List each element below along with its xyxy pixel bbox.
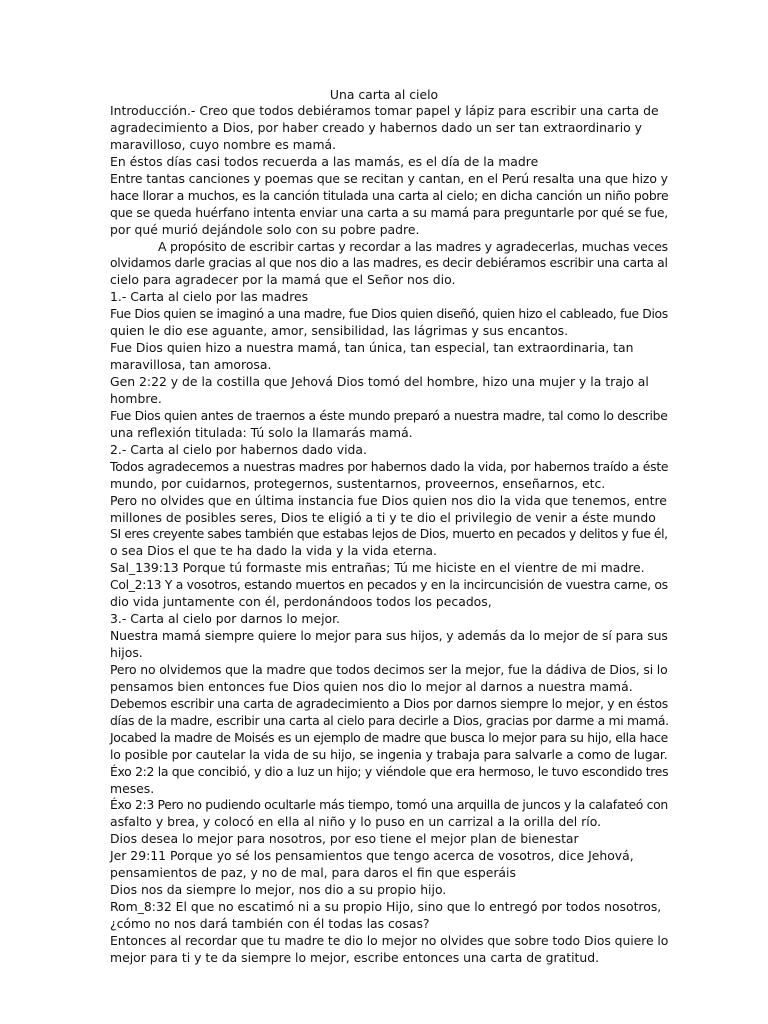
text-line: Dios desea lo mejor para nosotros, por eso tiene el mejor plan de bienestar — [110, 831, 579, 847]
text-line: hace llorar a muchos, es la canción titulada una carta al cielo; en dicha canción un niño pobre — [110, 187, 669, 203]
text-line: 2.- Carta al cielo por habernos dado vida. — [110, 441, 367, 457]
text-line: o sea Dios el que te ha dado la vida y la vida eterna. — [110, 543, 437, 559]
text-line: que se queda huérfano intenta enviar una carta a su mamá para preguntarle por qué se fue, — [110, 204, 668, 220]
text-line: Entre tantas canciones y poemas que se recitan y cantan, en el Perú resalta una que hizo y — [110, 170, 668, 186]
text-line: Fue Dios quien hizo a nuestra mamá, tan única, tan especial, tan extraordinaria, tan — [110, 340, 634, 356]
text-line: Pero no olvidemos que la madre que todos decimos ser la mejor, fue la dádiva de Dios, si lo — [110, 661, 668, 677]
text-line: A propósito de escribir cartas y recordar a las madres y agradecerlas, muchas veces — [158, 238, 668, 254]
text-line: pensamientos de paz, y no de mal, para daros el fin que esperáis — [110, 865, 516, 881]
text-line: Pero no olvides que en última instancia fue Dios quien nos dio la vida que tenemos, entre — [110, 492, 667, 508]
text-line: Entonces al recordar que tu madre te dio lo mejor no olvides que sobre todo Dios quiere lo — [110, 932, 669, 948]
text-line: maravillosa, tan amorosa. — [110, 357, 272, 373]
text-line: Dios nos da siempre lo mejor, nos dio a su propio hijo. — [110, 882, 447, 898]
text-line: por qué murió dejándole solo con su pobre padre. — [110, 221, 420, 237]
text-line: millones de posibles seres, Dios te eligió a ti y te dio el privilegio de venir a éste mundo — [110, 509, 656, 525]
text-line: maravilloso, cuyo nombre es mamá. — [110, 136, 337, 152]
text-line: Gen 2:22 y de la costilla que Jehová Dios tomó del hombre, hizo una mujer y la trajo al — [110, 374, 649, 389]
text-line: mejor para ti y te da siempre lo mejor, escribe entonces una carta de gratitud. — [110, 949, 600, 965]
text-line: SI eres creyente sabes también que estabas lejos de Dios, muerto en pecados y delitos y fue él, — [110, 526, 668, 542]
text-line: Sal_139:13 Porque tú formaste mis entrañas; Tú me hiciste en el vientre de mi madre. — [110, 560, 645, 576]
text-line: 3.- Carta al cielo por darnos lo mejor. — [110, 611, 340, 627]
text-line: Debemos escribir una carta de agradecimiento a Dios por darnos siempre lo mejor, y en éstos — [110, 695, 668, 711]
document-title: Una carta al cielo — [329, 87, 439, 102]
document-body — [110, 103, 670, 967]
text-line: dio vida juntamente con él, perdonándoos todos los pecados, — [110, 594, 492, 610]
text-line: Todos agradecemos a nuestras madres por habernos dado la vida, por habernos traído a éste — [110, 458, 669, 474]
text-line: Éxo 2:2 la que concibió, y dio a luz un hijo; y viéndole que era hermoso, le tuvo escondido tres — [110, 763, 669, 779]
text-line: Jer 29:11 Porque yo sé los pensamientos que tengo acerca de vosotros, dice Jehová, — [110, 848, 634, 864]
text-line: 1.- Carta al cielo por las madres — [110, 289, 309, 305]
text-line: una reflexión titulada: Tú solo la llamarás mamá. — [110, 424, 413, 440]
text-line: pensamos bien entonces fue Dios quien nos dio lo mejor al darnos a nuestra mamá. — [110, 678, 633, 694]
text-line: cielo para agradecer por la mamá que el Señor nos dio. — [110, 272, 456, 288]
text-line: lo posible por cautelar la vida de su hijo, se ingenia y trabaja para salvarle a como de lugar. — [110, 746, 668, 762]
text-line: hombre. — [110, 390, 162, 406]
text-line: olvidamos darle gracias al que nos dio a las madres, es decir debiéramos escribir una carta al — [110, 255, 668, 271]
text-line: hijos. — [110, 645, 143, 660]
text-line: quien le dio ese aguante, amor, sensibilidad, las lágrimas y sus encantos. — [110, 323, 569, 339]
text-line: Fue Dios quien antes de traernos a éste mundo preparó a nuestra madre, tal como lo describe — [110, 407, 668, 423]
text-line: Fue Dios quien se imaginó a una madre, fue Dios quien diseñó, quien hizo el cableado, fue Dios — [110, 306, 668, 322]
text-line: Éxo 2:3 Pero no pudiendo ocultarle más tiempo, tomó una arquilla de juncos y la calafateó con — [110, 797, 668, 813]
text-line: Jocabed la madre de Moisés es un ejemplo de madre que busca lo mejor para su hijo, ella hace — [110, 729, 668, 745]
text-line: ¿cómo no nos dará también con él todas las cosas? — [110, 916, 430, 931]
text-line: agradecimiento a Dios, por haber creado y habernos dado un ser tan extraordinario y — [110, 119, 642, 135]
text-line: asfalto y brea, y colocó en ella al niño y lo puso en un carrizal a la orilla del río. — [110, 814, 602, 830]
text-line: En éstos días casi todos recuerda a las mamás, es el día de la madre — [110, 153, 539, 169]
text-line: Nuestra mamá siempre quiere lo mejor para sus hijos, y además da lo mejor de sí para sus — [110, 628, 668, 644]
text-line: Col_2:13 Y a vosotros, estando muertos en pecados y en la incircuncisión de vuestra carne, os — [110, 577, 668, 593]
text-line: días de la madre, escribir una carta al cielo para decirle a Dios, gracias por darme a mi mamá. — [110, 712, 669, 728]
text-line: Rom_8:32 El que no escatimó ni a su propio Hijo, sino que lo entregó por todos nosotros, — [110, 899, 662, 915]
text-line: Introducción.- Creo que todos debiéramos tomar papel y lápiz para escribir una carta de — [110, 103, 659, 118]
text-line: mundo, por cuidarnos, protegernos, sustentarnos, proveernos, enseñarnos, etc. — [110, 475, 606, 491]
text-line: meses. — [110, 780, 155, 796]
